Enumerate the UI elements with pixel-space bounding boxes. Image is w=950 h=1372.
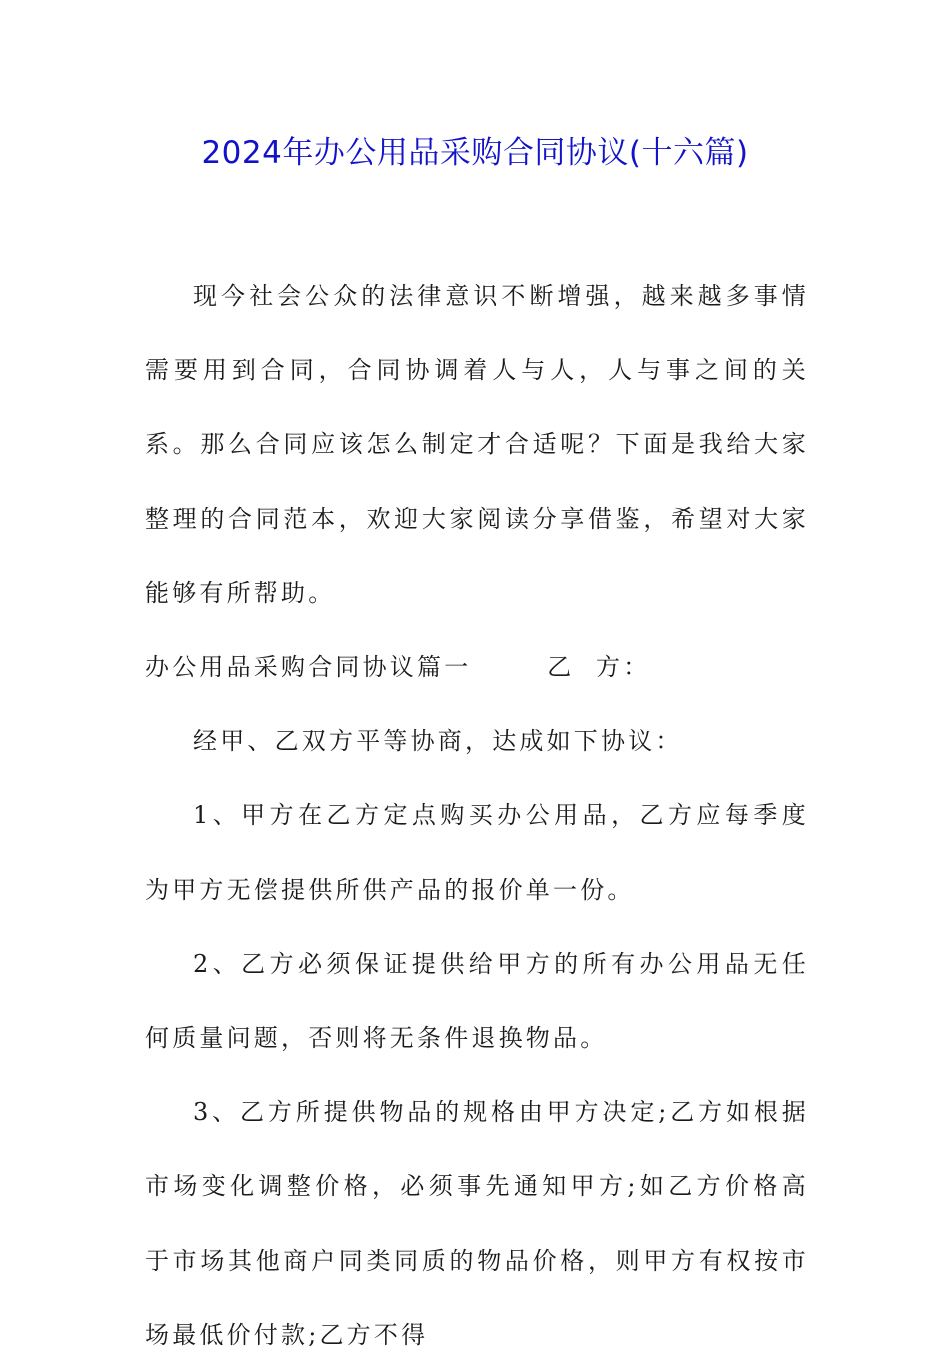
paragraph-clause-2: 2、乙方必须保证提供给甲方的所有办公用品无任何质量问题，否则将无条件退换物品。	[145, 949, 809, 1053]
paragraph-clause-3: 3、乙方所提供物品的规格由甲方决定;乙方如根据市场变化调整价格，必须事先通知甲方;如乙方价格高于市场其他商户同类同质的物品价格，则甲方有权按市场最低价付款;乙方不得	[145, 1098, 809, 1349]
section-heading: 办公用品采购合同协议篇一 乙 方：	[145, 653, 651, 682]
document-title: 2024年办公用品采购合同协议(十六篇)	[201, 135, 749, 171]
paragraph-agreement-intro: 经甲、乙双方平等协商，达成如下协议：	[193, 727, 683, 756]
paragraph-clause-1: 1、甲方在乙方定点购买办公用品，乙方应每季度为甲方无偿提供所供产品的报价单一份。	[145, 801, 809, 904]
paragraph-intro: 现今社会公众的法律意识不断增强，越来越多事情需要用到合同，合同协调着人与人，人与事之间的关系。那么合同应该怎么制定才合适呢？下面是我给大家整理的合同范本，欢迎大家阅读分享借鉴，希望对大家能够有所帮助。	[145, 282, 809, 607]
document-body	[145, 259, 809, 1372]
